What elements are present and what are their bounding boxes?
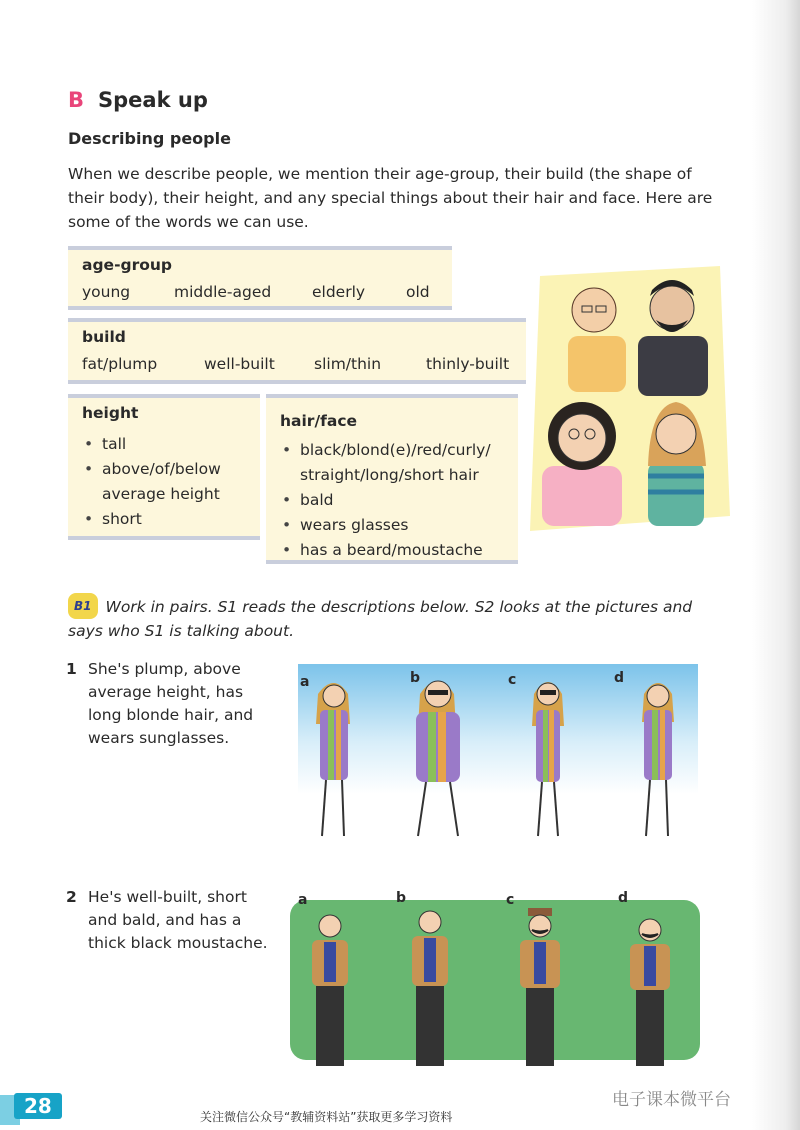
- height-item: • short: [82, 507, 252, 532]
- height-box: [68, 394, 260, 540]
- age-word: old: [406, 283, 430, 301]
- task-instructions: [68, 593, 708, 643]
- option-label-d: d: [618, 890, 629, 906]
- hair-face-title: hair/face: [280, 412, 358, 430]
- build-box: [68, 318, 526, 384]
- woman-figure-c: [532, 682, 564, 836]
- woman-figure-a: [316, 683, 350, 836]
- item-number: 1: [66, 660, 77, 678]
- intro-paragraph: When we describe people, we mention their age-group, their build (the shape of their body), their height, and any special things about their hair and face. Here are some of the words we can use.: [68, 165, 713, 231]
- item-description: She's plump, above average height, has long blonde hair, and wears sunglasses.: [88, 660, 254, 747]
- section-heading: [68, 88, 208, 112]
- people-illustration: [530, 266, 730, 536]
- item-description: He's well-built, short and bald, and has a thick black moustache.: [88, 888, 268, 952]
- hair-face-item: • has a beard/moustache: [280, 538, 512, 563]
- build-word: thinly-built: [426, 355, 510, 373]
- hair-face-item: • wears glasses: [280, 513, 512, 538]
- build-word: fat/plump: [82, 355, 158, 373]
- woman-figure-b: [416, 681, 460, 836]
- option-label-b: b: [396, 890, 407, 906]
- height-item: • tall: [82, 432, 252, 457]
- task-text: Work in pairs. S1 reads the descriptions below. S2 looks at the pictures and says who S1 is talking about.: [68, 598, 693, 640]
- age-word: middle-aged: [174, 283, 272, 301]
- option-label-c: c: [506, 892, 515, 908]
- watermark-text: 电子课本微平台: [612, 1090, 731, 1110]
- option-label-c: c: [508, 672, 517, 688]
- page-number: 28: [14, 1093, 62, 1119]
- age-word: young: [82, 283, 131, 301]
- task-badge: B1: [68, 593, 98, 619]
- hair-face-item: • bald: [280, 488, 512, 513]
- build-word: slim/thin: [314, 355, 382, 373]
- build-title: build: [82, 328, 126, 346]
- footer-note: 关注微信公众号“教辅资料站”获取更多学习资料: [200, 1110, 453, 1124]
- option-label-a: a: [298, 892, 308, 908]
- option-label-a: a: [300, 674, 310, 690]
- height-item: • above/of/below average height: [82, 457, 252, 507]
- age-word: elderly: [312, 283, 366, 301]
- age-group-box: [68, 246, 452, 310]
- hair-face-item: • black/blond(e)/red/curly/ straight/long/short hair: [280, 438, 512, 488]
- option-label-b: b: [410, 670, 421, 686]
- build-word: well-built: [204, 355, 275, 373]
- item-number: 2: [66, 888, 77, 906]
- section-title: Speak up: [98, 88, 208, 112]
- page-edge-shadow: [752, 0, 800, 1130]
- option-label-d: d: [614, 670, 625, 686]
- age-group-title: age-group: [82, 256, 173, 274]
- woman-figure-d: [642, 683, 674, 836]
- subheading: Describing people: [68, 129, 231, 148]
- height-title: height: [82, 404, 139, 422]
- women-picture-panel: [298, 664, 698, 848]
- men-picture-panel: [290, 900, 700, 1078]
- section-letter: B: [68, 88, 85, 112]
- hair-face-box: [266, 394, 518, 564]
